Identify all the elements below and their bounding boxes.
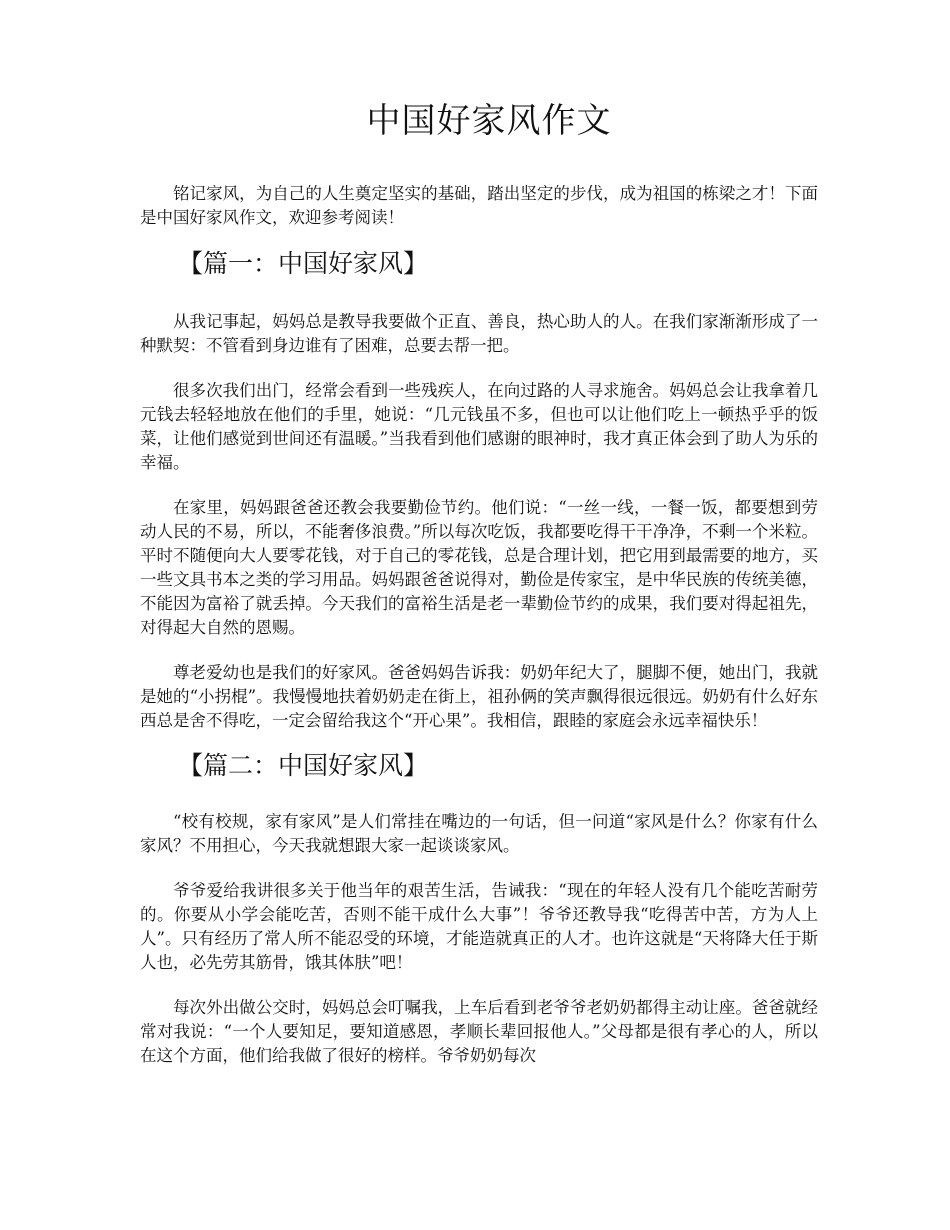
document-title: 中国好家风作文 [366, 101, 612, 141]
section2-paragraph-2: 爷爷爱给我讲很多关于他当年的艰苦生活，告诫我：“现在的年轻人没有几个能吃苦耐劳的。你要从小学会能吃苦，否则不能干成什么大事”！爷爷还教导我“吃得苦中苦，方为人上人”。只有经历了常人所不能忍受的环境，才能造就真正的人才。也许这就是“天将降大任于斯人也，必先劳其筋骨，饿其体肤”吧！ [140, 881, 818, 972]
section1-paragraph-2: 很多次我们出门，经常会看到一些残疾人，在向过路的人寻求施舍。妈妈总会让我拿着几元钱去轻轻地放在他们的手里，她说：“几元钱虽不多，但也可以让他们吃上一顿热乎乎的饭菜，让他们感觉到世间还有温暖。”当我看到他们感谢的眼神时，我才真正体会到了助人为乐的幸福。 [140, 381, 818, 472]
document-page [140, 0, 818, 1068]
section-heading-1: 【篇一：中国好家风】 [178, 249, 429, 278]
section1-paragraph-1: 从我记事起，妈妈总是教导我要做个正直、善良，热心助人的人。在我们家渐渐形成了一种默契：不管看到身边谁有了困难，总要去帮一把。 [140, 312, 818, 355]
section1-paragraph-4: 尊老爱幼也是我们的好家风。爸爸妈妈告诉我：奶奶年纪大了，腿脚不便，她出门，我就是她的“小拐棍”。我慢慢地扶着奶奶走在街上，祖孙俩的笑声飘得很远很远。奶奶有什么好东西总是舍不得吃，一定会留给我这个“开心果”。我相信，跟睦的家庭会永远幸福快乐！ [140, 663, 818, 730]
intro-paragraph: 铭记家风，为自己的人生奠定坚实的基础，踏出坚定的步伐，成为祖国的栋梁之才！下面是中国好家风作文，欢迎参考阅读！ [140, 184, 818, 227]
section1-paragraph-3: 在家里，妈妈跟爸爸还教会我要勤俭节约。他们说：“一丝一线，一餐一饭，都要想到劳动人民的不易，所以，不能奢侈浪费。”所以每次吃饭，我都要吃得干干净净，不剩一个米粒。平时不随便向大人要零花钱，对于自己的零花钱，总是合理计划，把它用到最需要的地方，买一些文具书本之类的学习用品。妈妈跟爸爸说得对，勤俭是传家宝，是中华民族的传统美德，不能因为富裕了就丢掉。今天我们的富裕生活是老一辈勤俭节约的成果，我们要对得起祖先，对得起大自然的恩赐。 [140, 498, 818, 637]
section-heading-2: 【篇二：中国好家风】 [178, 751, 429, 780]
section2-paragraph-1: “校有校规，家有家风”是人们常挂在嘴边的一句话，但一问道“家风是什么？你家有什么家风？不用担心，今天我就想跟大家一起谈谈家风。 [140, 812, 818, 855]
section2-paragraph-3: 每次外出做公交时，妈妈总会叮嘱我，上车后看到老爷爷老奶奶都得主动让座。爸爸就经常对我说：“一个人要知足，要知道感恩，孝顺长辈回报他人。”父母都是很有孝心的人，所以在这个方面，他们给我做了很好的榜样。爷爷奶奶每次 [140, 998, 818, 1065]
